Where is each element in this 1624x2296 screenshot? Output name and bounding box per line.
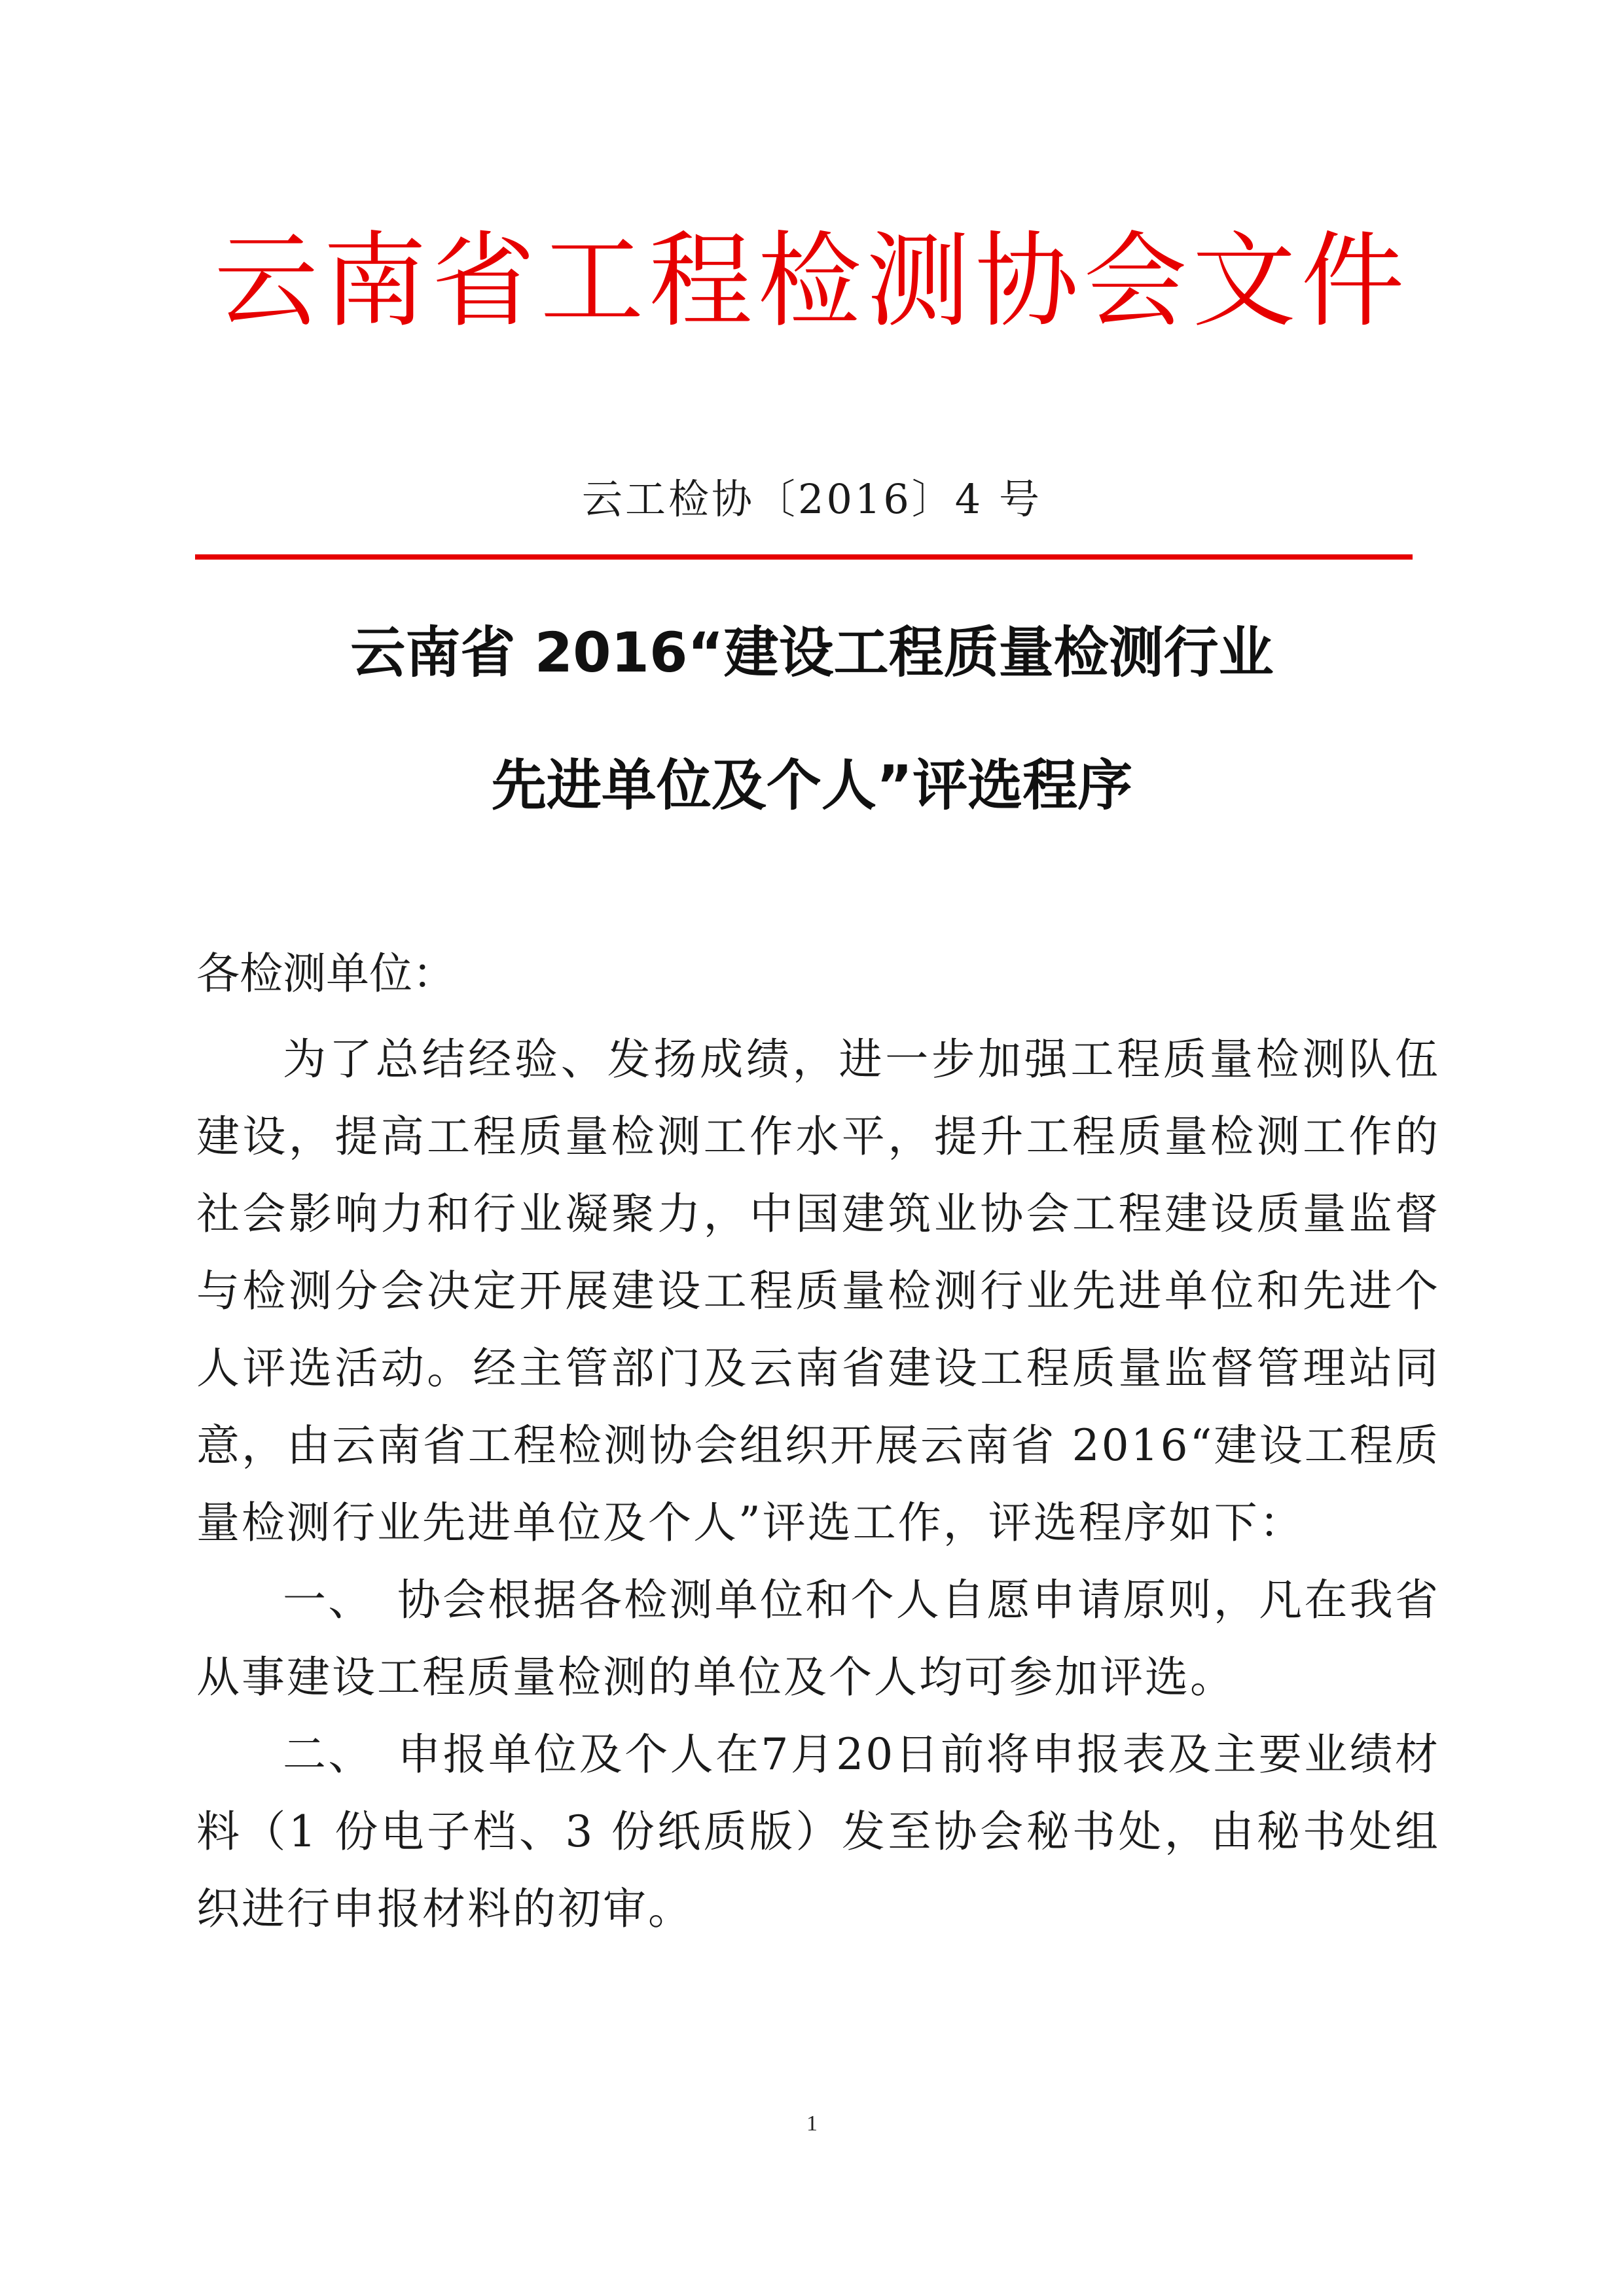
document-title-line-1: 云南省 2016“建设工程质量检测行业 xyxy=(350,620,1274,685)
body-paragraph-item-1: 一、 协会根据各检测单位和个人自愿申请原则，凡在我省 从事建设工程质量检测的单位及个人均可参加评选。 xyxy=(196,1575,1440,1702)
body-paragraph-intro: 为了总结经验、发扬成绩，进一步加强工程质量检测队伍建设，提高工程质量检测工作水平，提升工程质量检测工作的社会影响力和行业凝聚力，中国建筑业协会工程建设质量监督与检测分会决定开展建设工程质量检测行业先进单位和先进个人评选活动。经主管部门及云南省建设工程质量监督管理站同意，由云南省工程检测协会组织开展云南省 2016“建设工程质量检测行业先进单位及个人”评选工作，评选程序如下： xyxy=(196,1034,1440,1548)
body-paragraph-item-2: 二、 申报单位及个人在7月20日前将申报表及主要业绩材料（1 份电子档、3 份纸质版）发至协会秘书处，由秘书处组织进行申报材料的初审。 xyxy=(196,1729,1440,1934)
document-header-title: 云南省工程检测协会文件 xyxy=(214,221,1410,342)
document-number: 云工检协〔2016〕4 号 xyxy=(582,475,1042,523)
salutation: 各检测单位： xyxy=(196,948,456,999)
page-number: 1 xyxy=(806,2111,818,2136)
red-separator-rule xyxy=(195,554,1413,560)
document-title-line-2: 先进单位及个人”评选程序 xyxy=(491,753,1133,817)
